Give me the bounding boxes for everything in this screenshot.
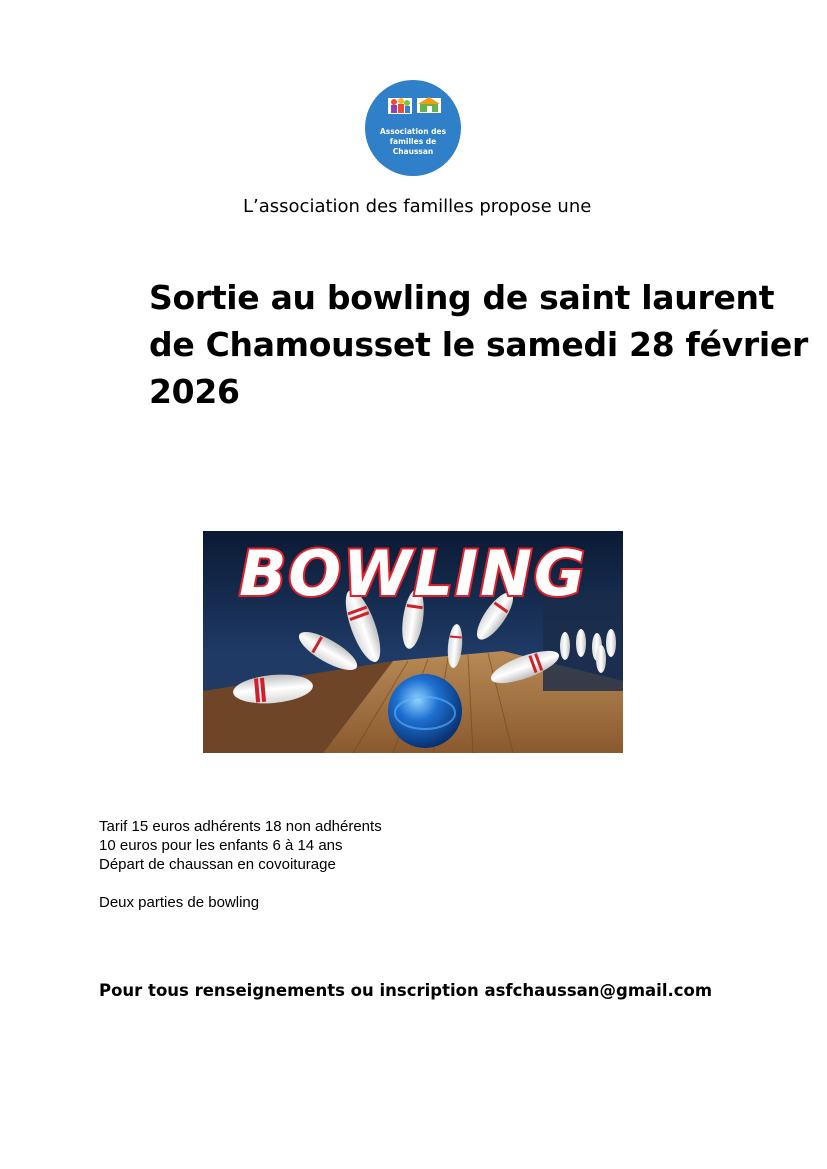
event-title — [149, 274, 808, 415]
spacer — [99, 874, 382, 893]
bowling-illustration — [203, 531, 623, 753]
logo-line: Chaussan — [392, 147, 434, 156]
logo-line: familles de — [389, 137, 437, 146]
logo-line: Association des — [379, 127, 447, 136]
title-line: 2026 — [149, 372, 240, 411]
title-line: Sortie au bowling de saint laurent — [149, 278, 775, 317]
banner-text: BOWLING — [239, 537, 587, 610]
association-logo — [365, 80, 461, 176]
bowling-ball — [388, 674, 462, 748]
intro-text: L’association des familles propose une — [243, 196, 592, 217]
info-line: Tarif 15 euros adhérents 18 non adhérents — [99, 818, 382, 835]
games-line: Deux parties de bowling — [99, 894, 260, 911]
logo-text — [365, 127, 461, 157]
info-line: Départ de chaussan en covoiturage — [99, 856, 336, 873]
info-line: 10 euros pour les enfants 6 à 14 ans — [99, 837, 343, 854]
contact-line: Pour tous renseignements ou inscription asfchaussan@gmail.com — [99, 981, 713, 1000]
title-line: de Chamousset le samedi 28 février — [149, 325, 808, 364]
event-details — [99, 817, 382, 912]
